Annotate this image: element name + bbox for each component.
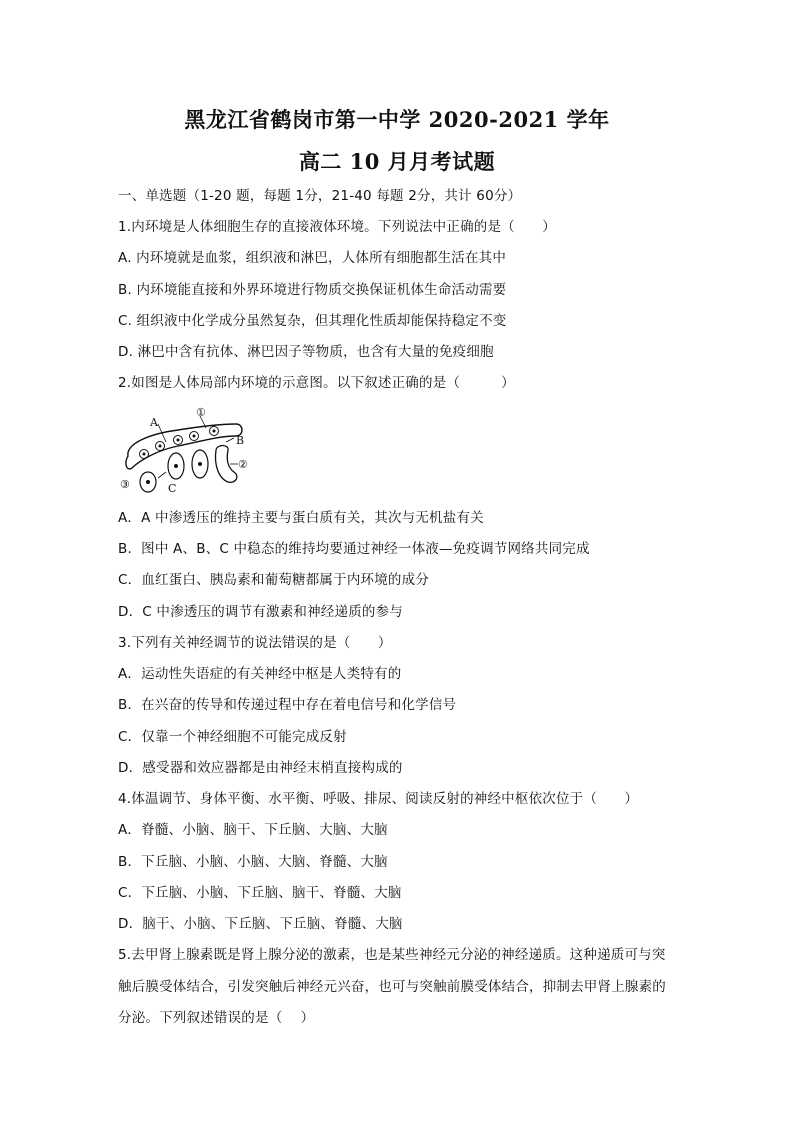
leader-line [158,472,166,478]
question-1-option-d: D. 淋巴中含有抗体、淋巴因子等物质，也含有大量的免疫细胞 [118,344,494,360]
question-3-stem: 3.下列有关神经调节的说法错误的是（ ） [118,635,392,651]
question-4-stem: 4.体温调节、身体平衡、水平衡、呼吸、排尿、阅读反射的神经中枢依次位于（ ） [118,791,639,807]
section-heading: 一、单选题（1-20 题，每题 1分，21-40 每题 2分，共计 60分） [118,188,522,204]
question-5-stem-line2: 触后膜受体结合，引发突触后神经元兴奋，也可与突触前膜受体结合，抑制去甲肾上腺素的 [118,979,666,995]
question-2-option-b: B．图中 A、B、C 中稳态的维持均要通过神经一体液—免疫调节网络共同完成 [118,541,590,557]
question-3-option-c: C．仅靠一个神经细胞不可能完成反射 [118,729,347,745]
question-1-option-c: C. 组织液中化学成分虽然复杂，但其理化性质却能保持稳定不变 [118,313,507,329]
figure-label-1: ① [196,406,206,419]
figure-label-3: ③ [120,478,130,491]
blood-cell-core [177,439,180,442]
tissue-cell-nucleus [198,462,202,466]
question-2-stem: 2.如图是人体局部内环境的示意图。以下叙述正确的是（ ） [118,375,515,391]
blood-cell-core [213,430,216,433]
blood-cell-core [143,453,146,456]
question-5-stem-line3: 分泌。下列叙述错误的是（ ） [118,1010,315,1026]
question-3-option-b: B．在兴奋的传导和传递过程中存在着电信号和化学信号 [118,697,457,713]
question-1-option-a: A. 内环境就是血浆，组织液和淋巴，人体所有细胞都生活在其中 [118,250,507,266]
question-2-option-c: C．血红蛋白、胰岛素和葡萄糖都属于内环境的成分 [118,572,430,588]
tissue-cell-nucleus [146,480,150,484]
figure-label-c: C [168,482,177,495]
question-2-option-d: D．C 中渗透压的调节有激素和神经递质的参与 [118,604,404,620]
blood-cell-core [193,435,196,438]
question-2-option-a: A．A 中渗透压的维持主要与蛋白质有关，其次与无机盐有关 [118,510,484,526]
question-1-stem: 1.内环境是人体细胞生存的直接液体环境。下列说法中正确的是（ ） [118,219,556,235]
leader-line [226,438,234,442]
question-3-option-a: A．运动性失语症的有关神经中枢是人类特有的 [118,666,402,682]
question-5-stem-line1: 5.去甲肾上腺素既是肾上腺分泌的激素，也是某些神经元分泌的神经递质。这种递质可与突 [118,947,666,963]
blood-cell-core [159,445,162,448]
internal-environment-figure [118,402,268,498]
tissue-cell-nucleus [174,464,178,468]
figure-label-2: ② [238,458,248,471]
question-4-option-b: B．下丘脑、小脑、小脑、大脑、脊髓、大脑 [118,854,388,870]
exam-title-line1: 黑龙江省鹤岗市第一中学 2020-2021 学年 [184,107,610,132]
question-4-option-c: C．下丘脑、小脑、下丘脑、脑干、脊髓、大脑 [118,885,402,901]
question-4-option-a: A．脊髓、小脑、脑干、下丘脑、大脑、大脑 [118,822,388,838]
exam-title-line2: 高二 10 月月考试题 [298,149,496,174]
question-4-option-d: D．脑干、小脑、下丘脑、下丘脑、脊髓、大脑 [118,916,403,932]
figure-label-a: A [150,416,158,429]
question-1-option-b: B. 内环境能直接和外界环境进行物质交换保证机体生命活动需要 [118,282,507,298]
question-3-option-d: D．感受器和效应器都是由神经末梢直接构成的 [118,760,403,776]
figure-label-b: B [236,434,245,447]
